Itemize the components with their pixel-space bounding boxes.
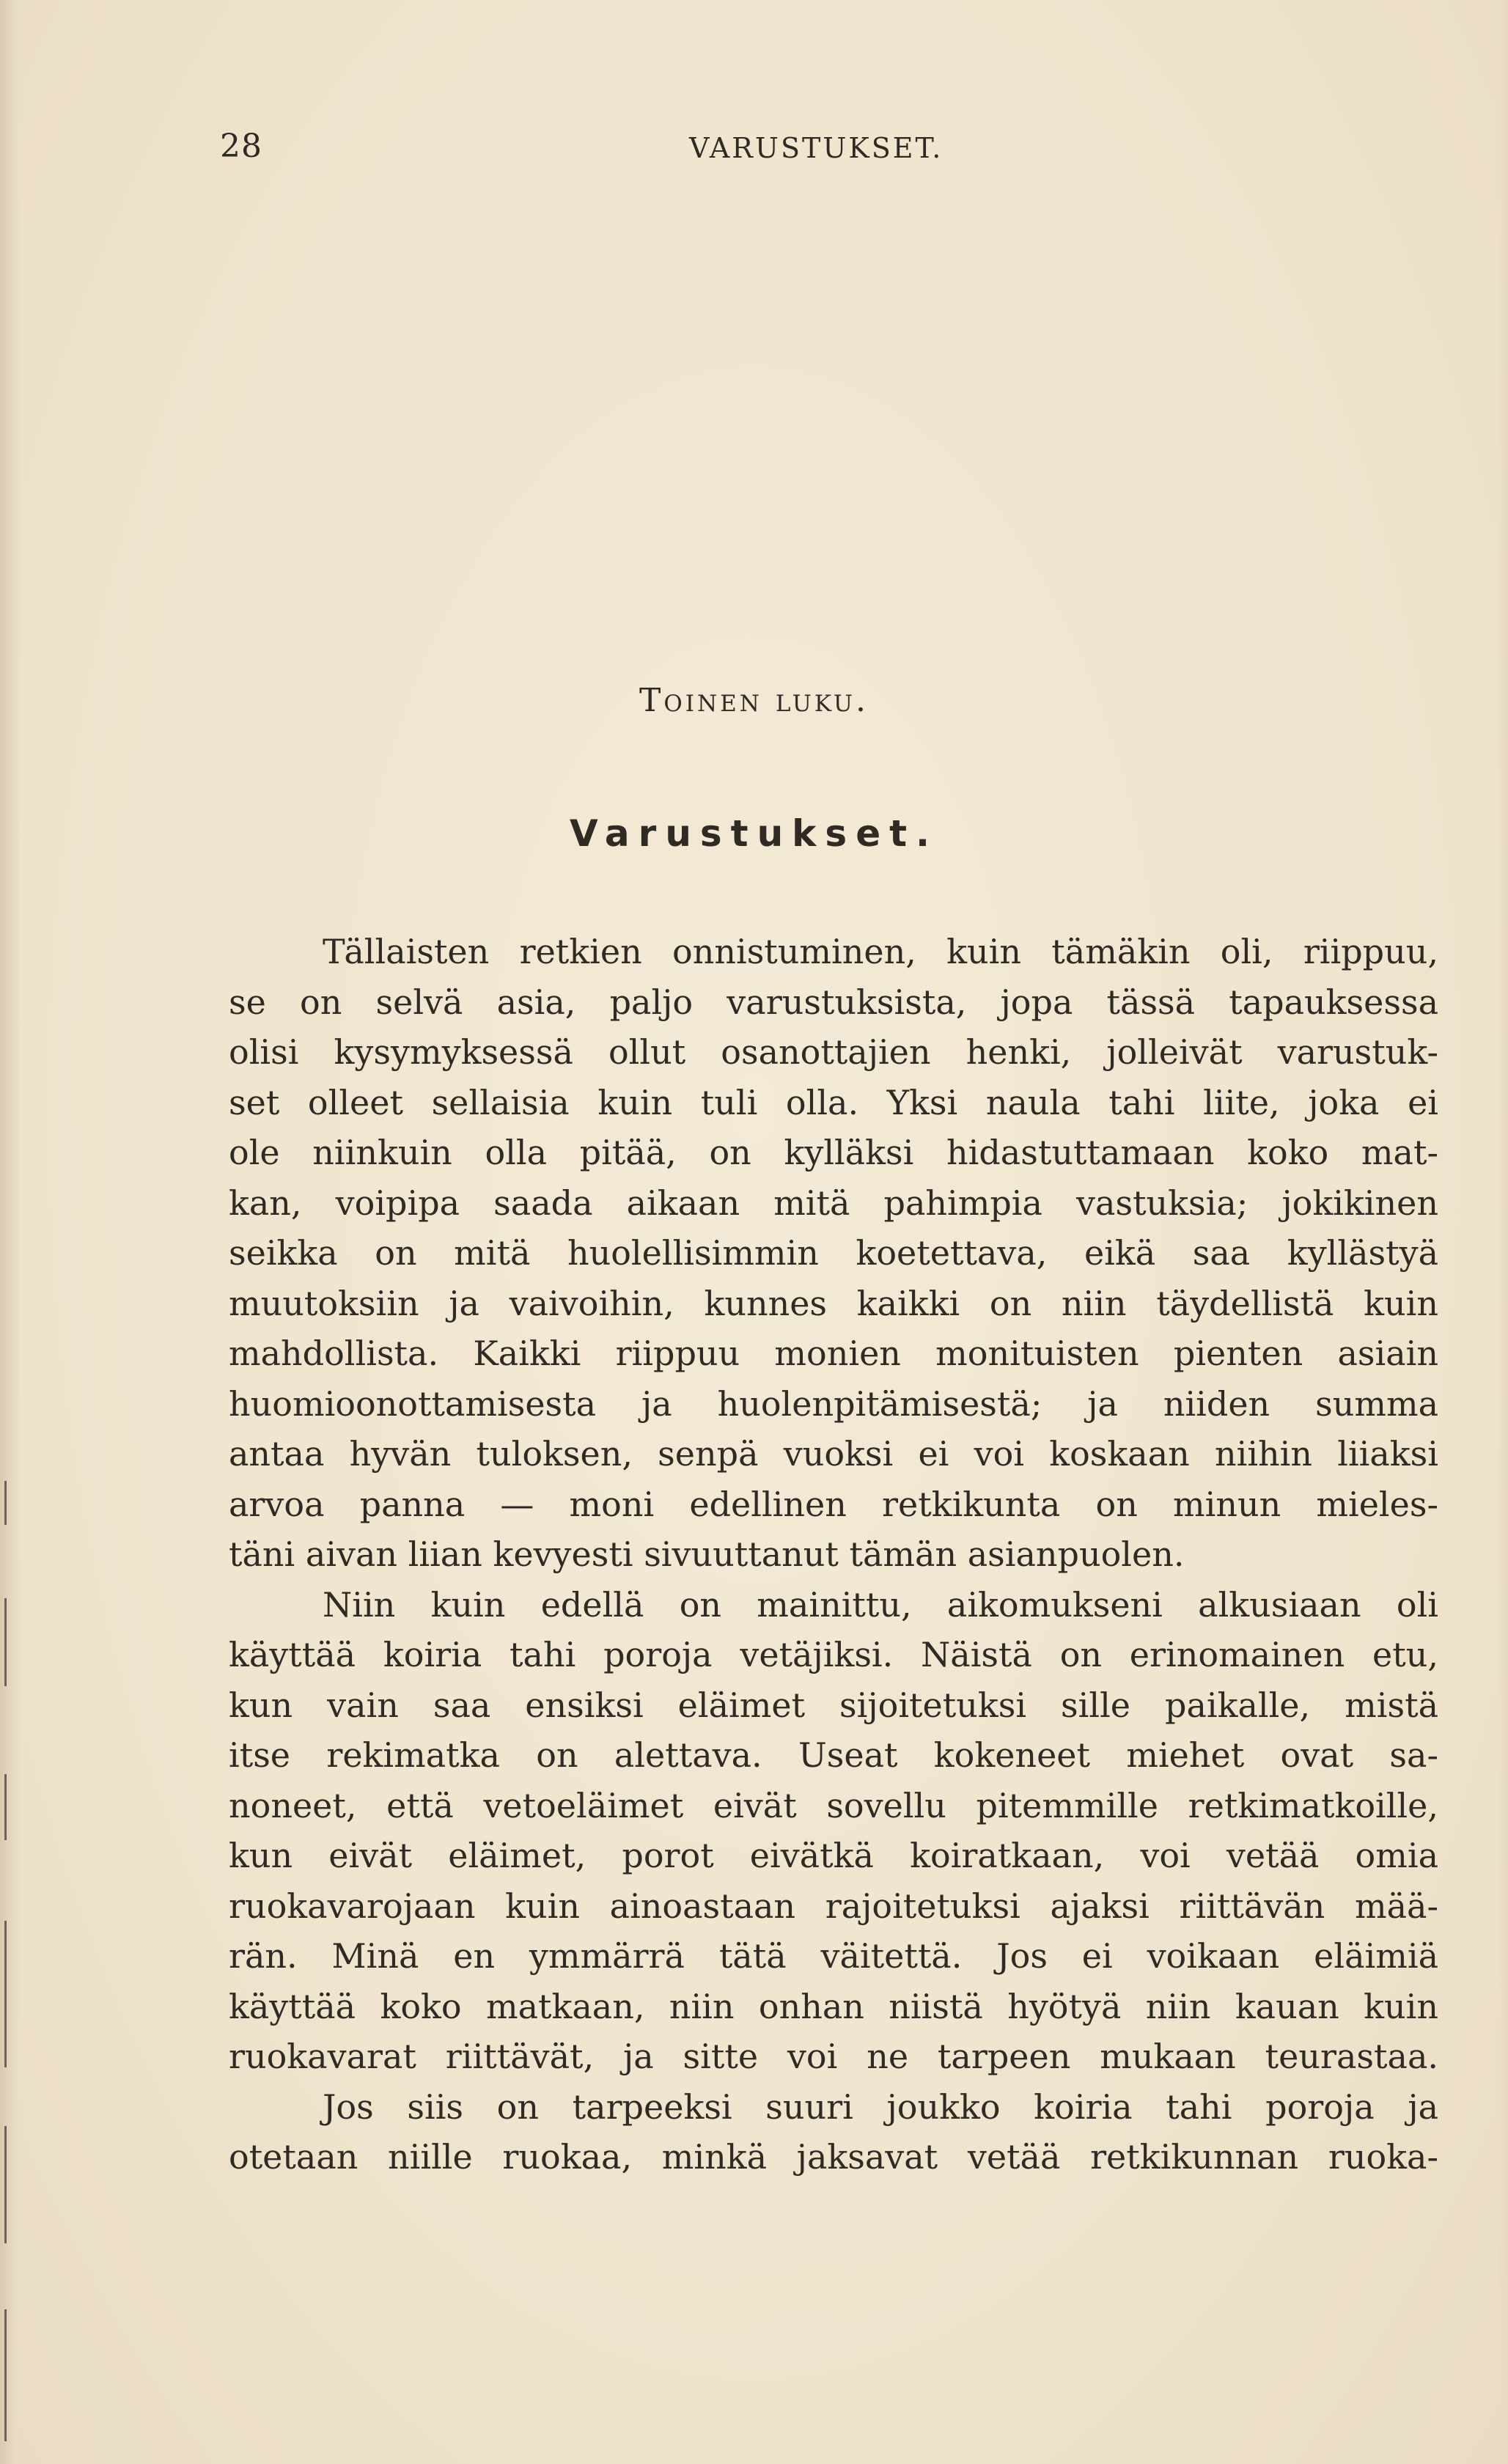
text-line: huomioonottamisesta ja huolenpitämisestä; ja niiden summa [229,1383,1438,1424]
binding-mark [4,2126,7,2243]
text-line: itse rekimatka on alettava. Useat kokeneet miehet ovat sa- [229,1735,1438,1775]
text-line: mahdollista. Kaikki riippuu monien monituisten pienten asiain [229,1334,1438,1373]
page-number: 28 [220,128,262,165]
binding-mark [4,1598,7,1686]
chapter-title: Varustukset. [569,812,939,855]
chapter-label: Toinen luku. [639,682,869,719]
page-edge [1498,0,1508,2464]
text-line: olisi kysymyksessä ollut osanottajien henki, jolleivät varustuk- [229,1032,1438,1072]
text-line: antaa hyvän tuloksen, senpä vuoksi ei voi koskaan niihin liiaksi [229,1434,1438,1474]
text-line: ole niinkuin olla pitää, on kylläksi hidastuttamaan koko mat- [229,1133,1438,1172]
text-line: muutoksiin ja vaivoihin, kunnes kaikki on niin täydellistä kuin [229,1283,1438,1323]
text-line: se on selvä asia, paljo varustuksista, jopa tässä tapauksessa [229,982,1438,1022]
text-line: kun vain saa ensiksi eläimet sijoitetuksi sille paikalle, mistä [229,1685,1438,1725]
page-header [220,123,1437,174]
text-line: otetaan niille ruokaa, minkä jaksavat vetää retkikunnan ruoka- [229,2137,1438,2177]
binding-marks [0,1466,15,2464]
text-line: käyttää koko matkaan, niin onhan niistä hyötyä niin kauan kuin [229,1986,1438,2026]
binding-mark [4,2309,7,2441]
text-line: Niin kuin edellä on mainittu, aikomukseni alkusiaan oli [323,1584,1438,1625]
binding-mark [4,1774,7,1840]
text-line: set olleet sellaisia kuin tuli olla. Yksi naula tahi liite, joka ei [229,1082,1438,1122]
text-line: käyttää koiria tahi poroja vetäjiksi. Näistä on erinomainen etu, [229,1635,1438,1674]
text-line: Tällaisten retkien onnistuminen, kuin tämäkin oli, riippuu, [323,932,1438,971]
text-line: kun eivät eläimet, porot eivätkä koiratkaan, voi vetää omia [229,1836,1438,1875]
running-head: VARUSTUKSET. [689,132,944,164]
body-text [229,927,1438,2182]
text-line: kan, voipipa saada aikaan mitä pahimpia vastuksia; jokikinen [229,1183,1438,1223]
text-line: täni aivan liian kevyesti sivuuttanut tämän asianpuolen. [229,1534,1185,1574]
text-line: Jos siis on tarpeeksi suuri joukko koiria tahi poroja ja [323,2086,1438,2127]
binding-mark [4,1481,7,1525]
binding-mark [4,1921,7,2067]
text-line: ruokavarat riittävät, ja sitte voi ne tarpeen mukaan teurastaa. [229,2037,1438,2076]
text-line: ruokavarojaan kuin ainoastaan rajoitetuksi ajaksi riittävän mää- [229,1886,1438,1926]
text-line: noneet, että vetoeläimet eivät sovellu pitemmille retkimatkoille, [229,1785,1438,1825]
text-line: rän. Minä en ymmärrä tätä väitettä. Jos ei voikaan eläimiä [229,1936,1438,1976]
text-line: seikka on mitä huolellisimmin koetettava, eikä saa kyllästyä [229,1233,1438,1273]
text-line: arvoa panna — moni edellinen retkikunta on minun mieles- [229,1484,1438,1524]
